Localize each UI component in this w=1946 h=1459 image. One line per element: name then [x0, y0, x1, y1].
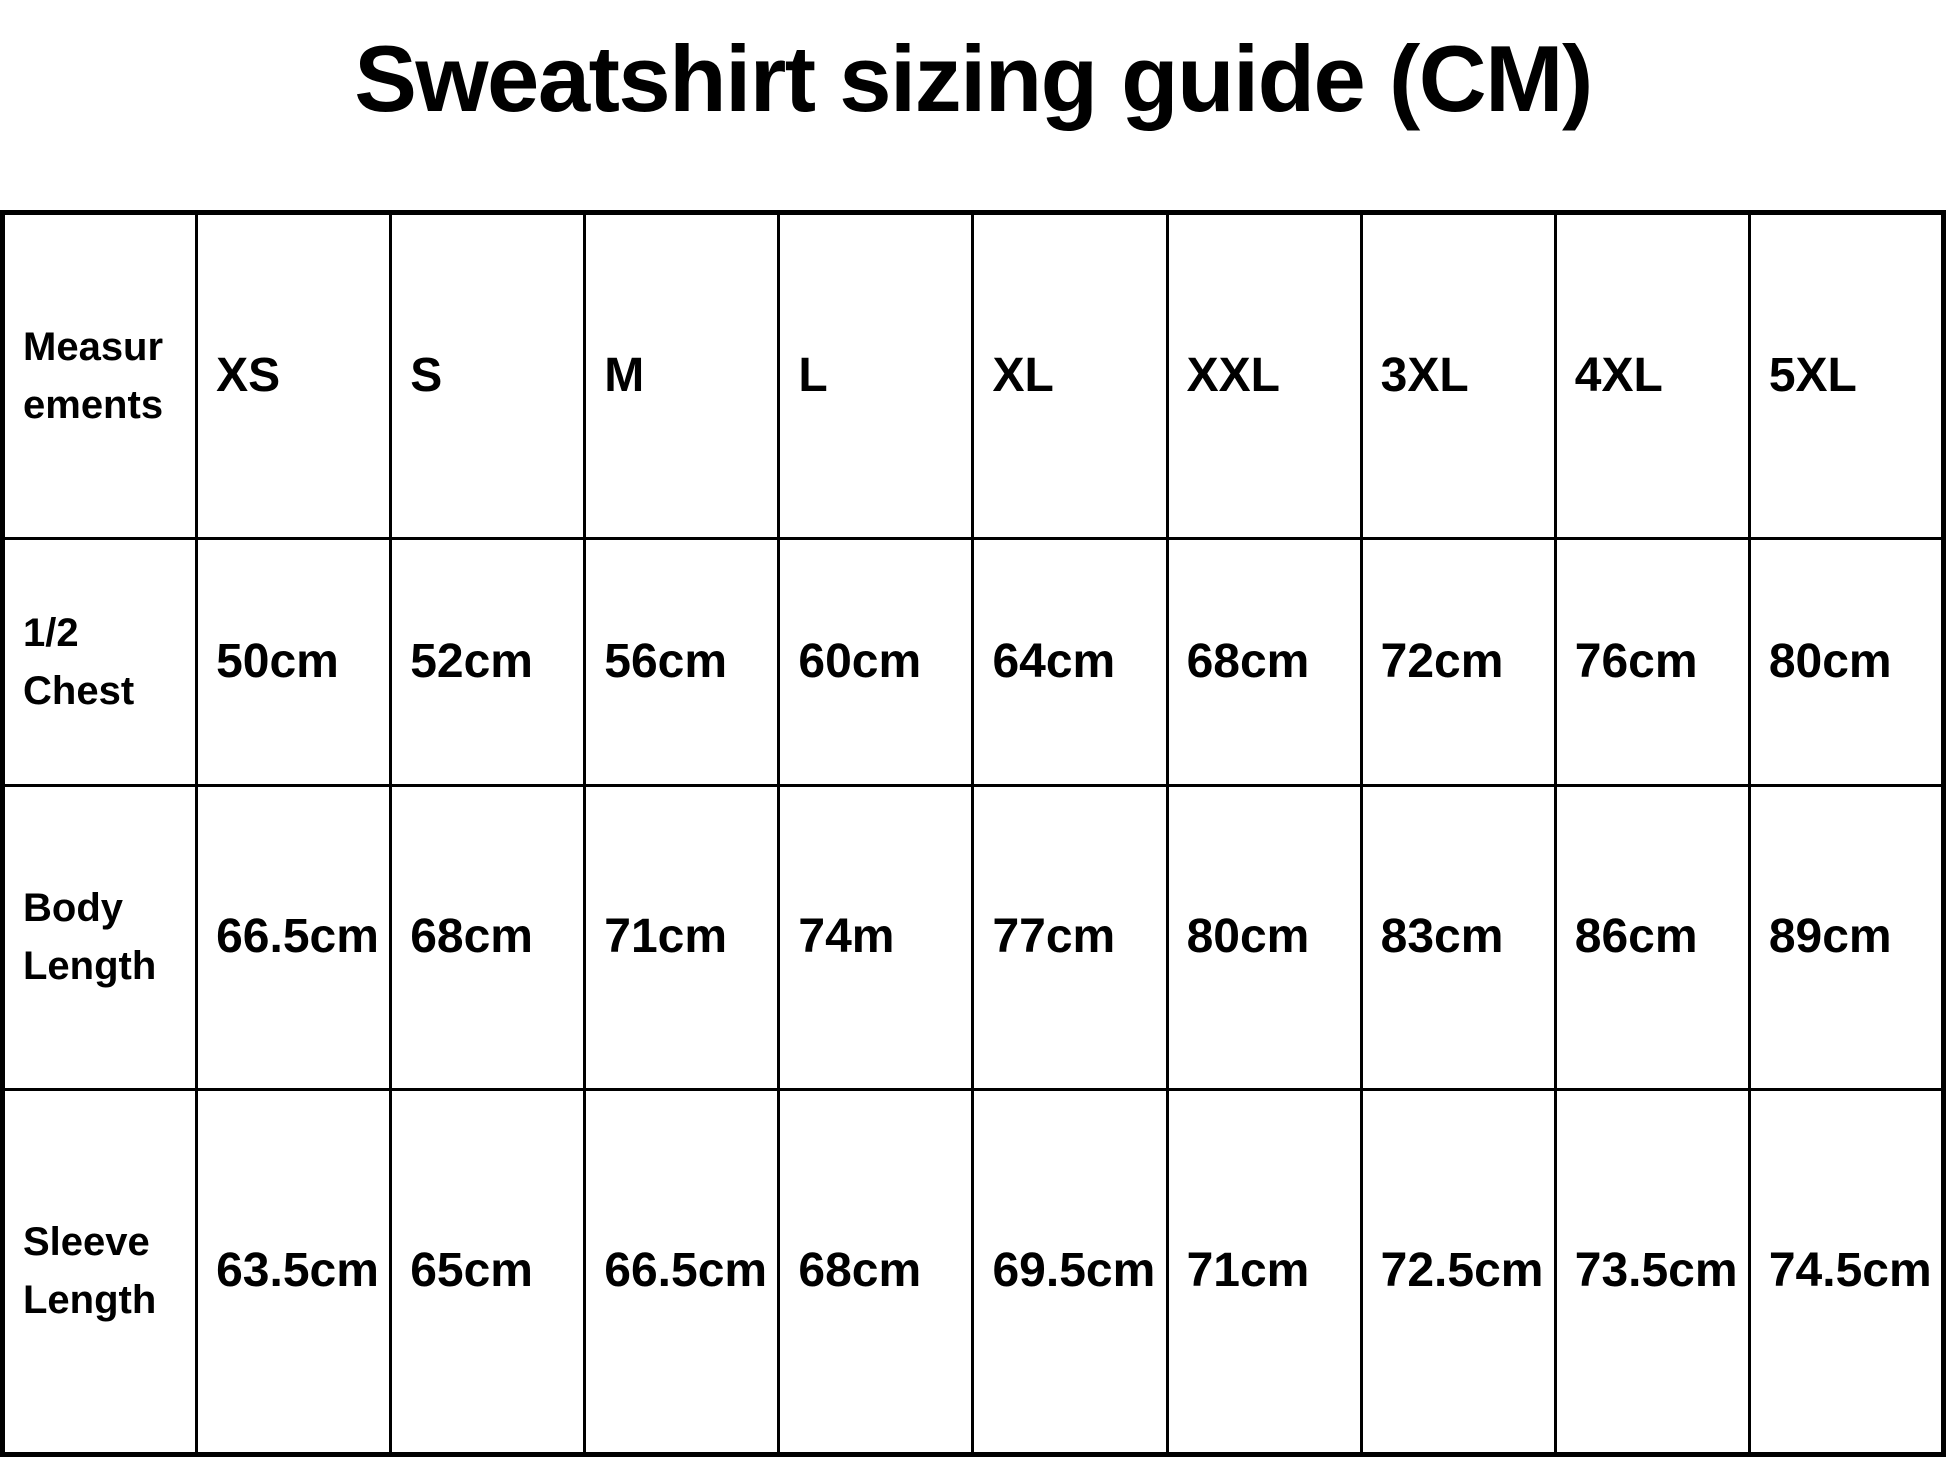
table-cell: 72cm	[1361, 538, 1555, 785]
table-cell: 71cm	[1167, 1089, 1361, 1454]
table-cell: 80cm	[1167, 785, 1361, 1089]
column-header-xxl: XXL	[1167, 212, 1361, 538]
row-label-half-chest: 1/2 Chest	[3, 538, 197, 785]
table-cell: 66.5cm	[585, 1089, 779, 1454]
table-cell: 76cm	[1555, 538, 1749, 785]
table-cell: 71cm	[585, 785, 779, 1089]
table-cell: 64cm	[973, 538, 1167, 785]
table-cell: 74m	[779, 785, 973, 1089]
table-cell: 66.5cm	[197, 785, 391, 1089]
table-cell: 52cm	[391, 538, 585, 785]
column-header-4xl: 4XL	[1555, 212, 1749, 538]
sizing-guide-page	[0, 28, 1946, 1459]
table-row-half-chest	[3, 538, 1944, 785]
table-row-body-length	[3, 785, 1944, 1089]
table-cell: 73.5cm	[1555, 1089, 1749, 1454]
sizing-table	[0, 210, 1946, 1457]
column-header-s: S	[391, 212, 585, 538]
table-cell: 50cm	[197, 538, 391, 785]
column-header-xl: XL	[973, 212, 1167, 538]
column-header-l: L	[779, 212, 973, 538]
column-header-3xl: 3XL	[1361, 212, 1555, 538]
table-cell: 60cm	[779, 538, 973, 785]
table-header-row	[3, 212, 1944, 538]
table-cell: 56cm	[585, 538, 779, 785]
table-cell: 72.5cm	[1361, 1089, 1555, 1454]
table-cell: 83cm	[1361, 785, 1555, 1089]
table-cell: 80cm	[1749, 538, 1943, 785]
column-header-xs: XS	[197, 212, 391, 538]
measurements-corner-header: Measurements	[3, 212, 197, 538]
table-cell: 68cm	[779, 1089, 973, 1454]
table-cell: 69.5cm	[973, 1089, 1167, 1454]
table-cell: 68cm	[391, 785, 585, 1089]
column-header-m: M	[585, 212, 779, 538]
table-cell: 86cm	[1555, 785, 1749, 1089]
table-cell: 74.5cm	[1749, 1089, 1943, 1454]
table-cell: 89cm	[1749, 785, 1943, 1089]
page-title: Sweatshirt sizing guide (CM)	[354, 26, 1592, 131]
table-cell: 63.5cm	[197, 1089, 391, 1454]
column-header-5xl: 5XL	[1749, 212, 1943, 538]
table-cell: 77cm	[973, 785, 1167, 1089]
table-cell: 65cm	[391, 1089, 585, 1454]
table-cell: 68cm	[1167, 538, 1361, 785]
row-label-sleeve-length: Sleeve Length	[3, 1089, 197, 1454]
row-label-body-length: Body Length	[3, 785, 197, 1089]
table-row-sleeve-length	[3, 1089, 1944, 1454]
